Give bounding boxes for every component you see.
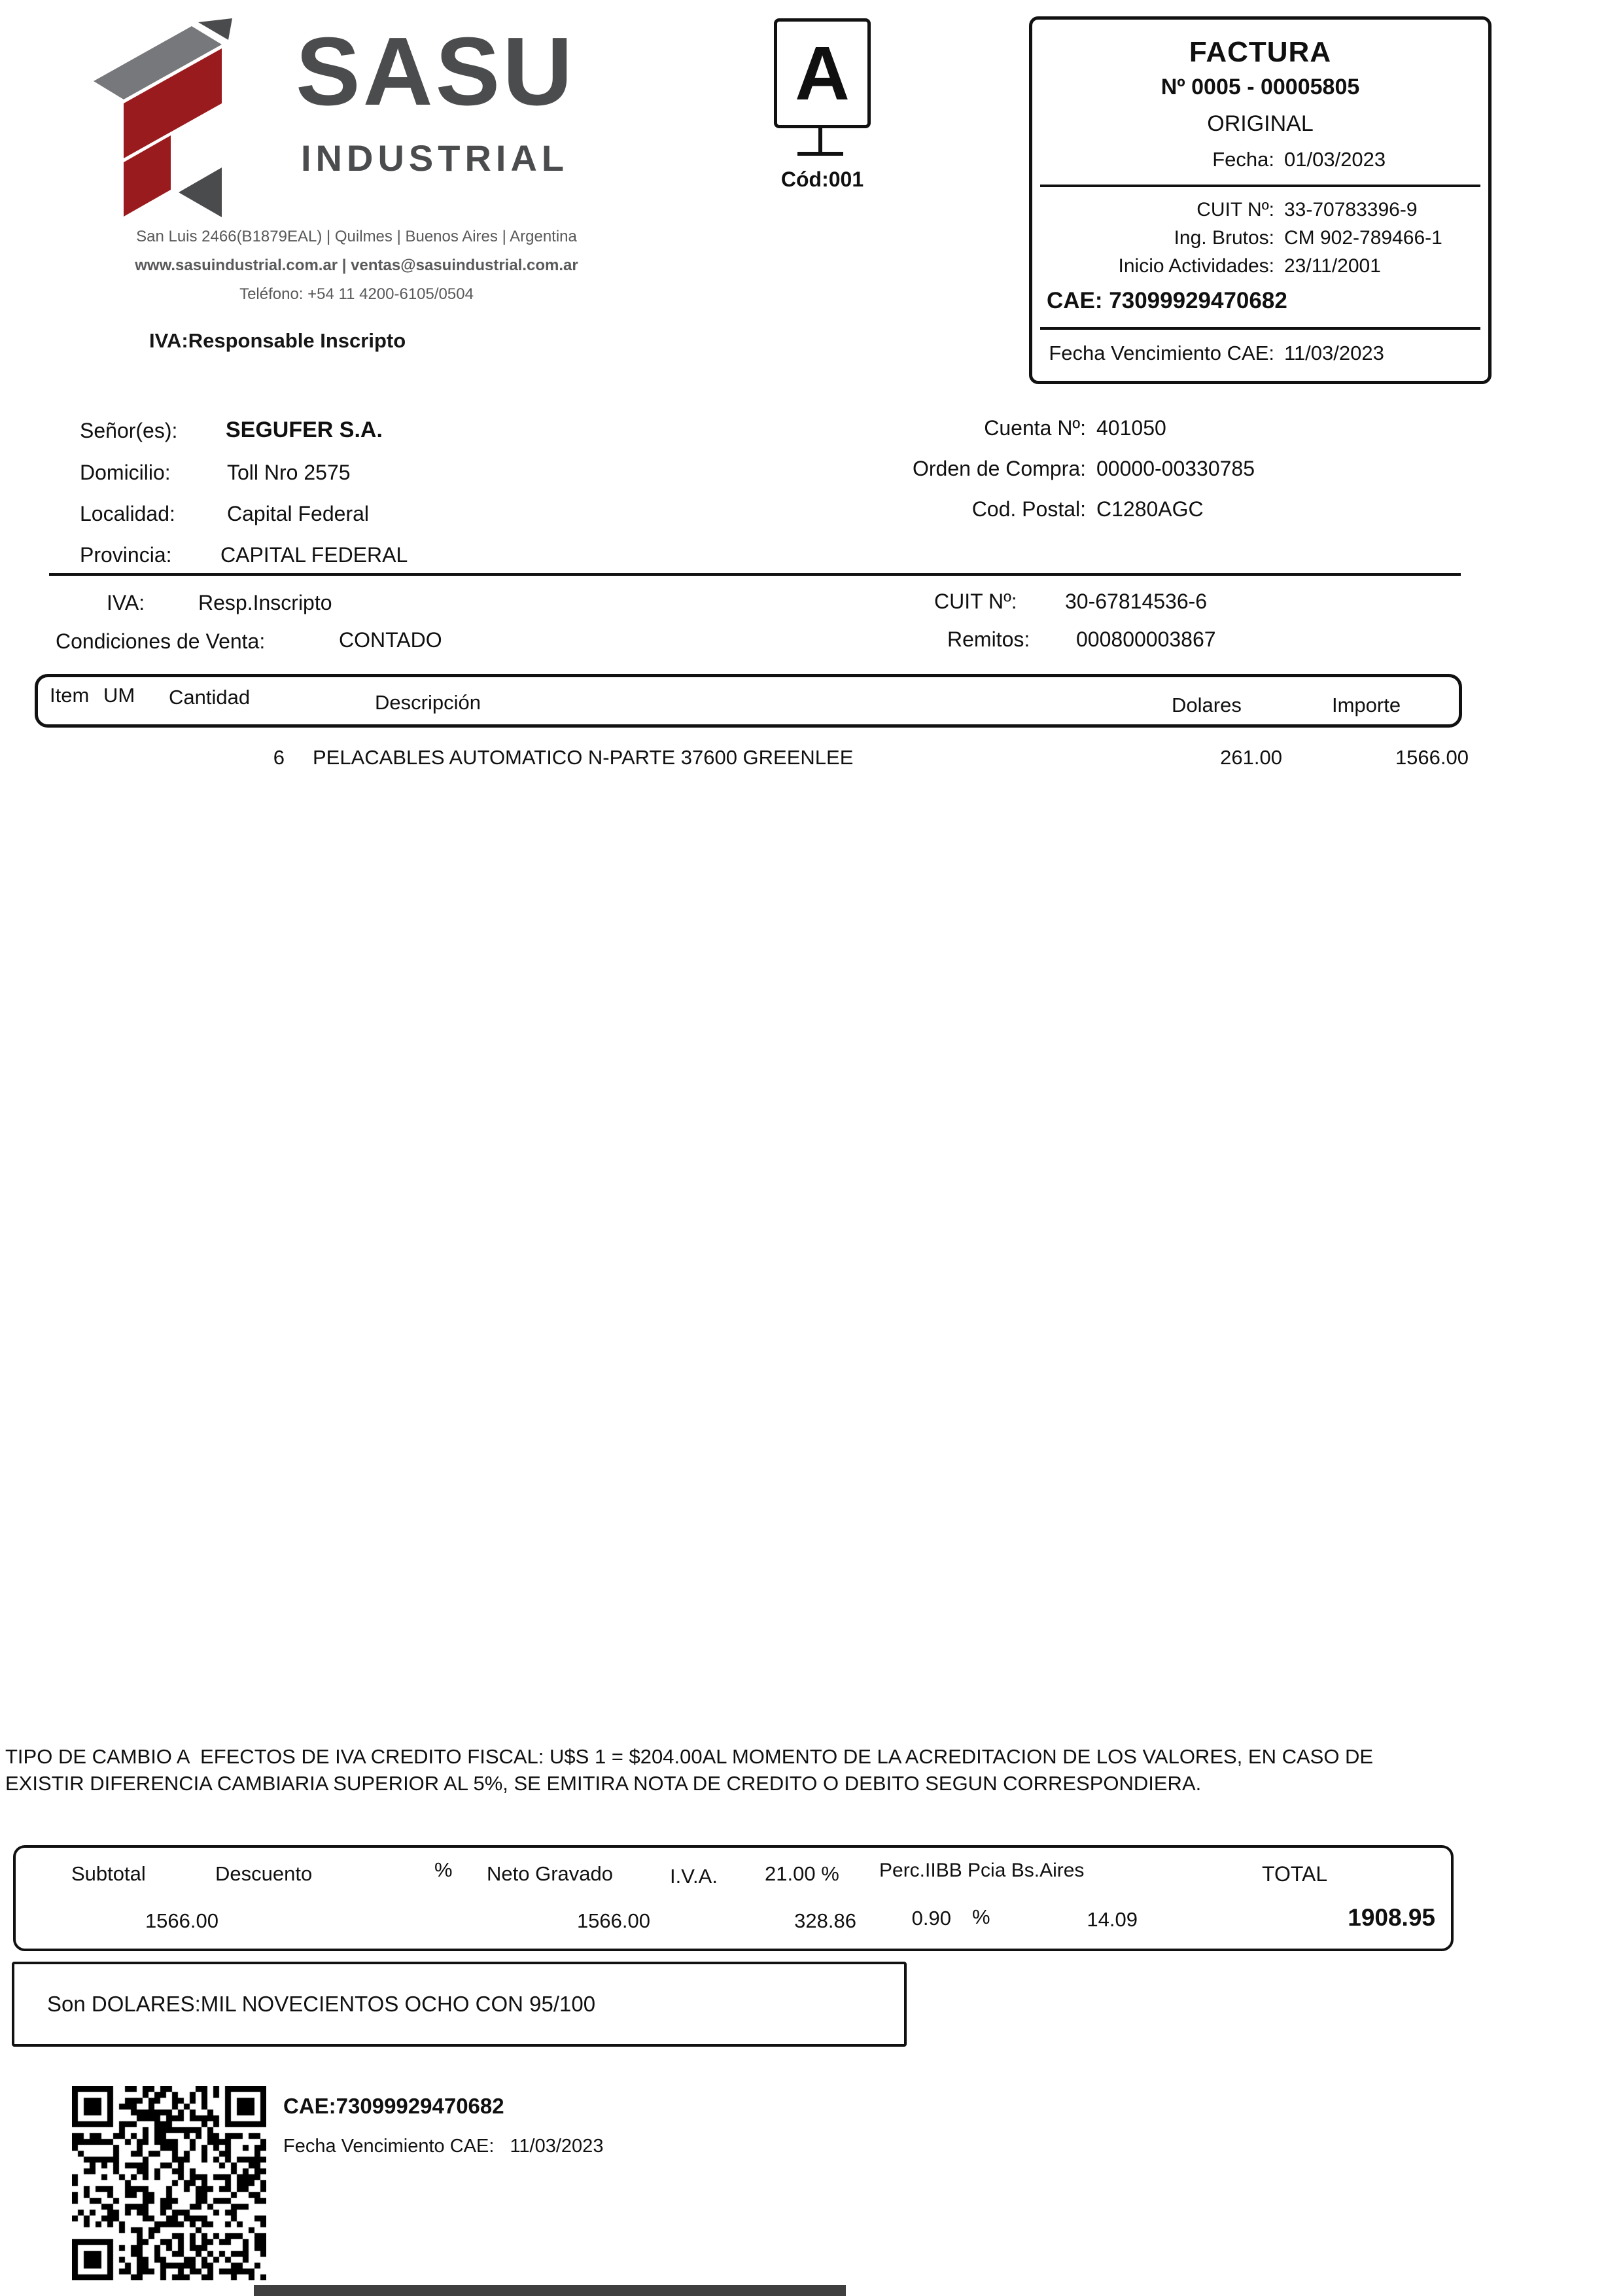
invoice-box-divider-2 bbox=[1040, 327, 1480, 330]
invoice-header-box bbox=[1029, 16, 1492, 384]
localidad-label: Localidad: bbox=[80, 502, 175, 525]
customer-cuit-value: 30-67814536-6 bbox=[1065, 590, 1208, 613]
totals-header-neto: Neto Gravado bbox=[487, 1862, 613, 1885]
totals-header-pct: % bbox=[434, 1858, 453, 1881]
totals-header-subtotal: Subtotal bbox=[71, 1862, 146, 1885]
totals-header-iva-rate: 21.00 % bbox=[765, 1862, 839, 1885]
inicio-actividades-label: Inicio Actividades: bbox=[1118, 255, 1274, 277]
company-phone: Teléfono: +54 11 4200-6105/0504 bbox=[239, 285, 474, 303]
invoice-date-value: 01/03/2023 bbox=[1284, 148, 1386, 171]
invoice-letter-box bbox=[774, 18, 871, 128]
company-cuit-label: CUIT Nº: bbox=[1196, 199, 1274, 221]
customer-cuit-label: CUIT Nº: bbox=[934, 590, 1017, 613]
ing-brutos-value: CM 902-789466-1 bbox=[1284, 227, 1442, 249]
footer-cae-venc-label: Fecha Vencimiento CAE: bbox=[283, 2136, 495, 2157]
totals-header-descuento: Descuento bbox=[215, 1862, 313, 1885]
col-header-item: Item bbox=[50, 684, 90, 707]
col-header-dolares: Dolares bbox=[1172, 694, 1242, 716]
customer-sale-divider bbox=[49, 573, 1461, 576]
company-iva-status: IVA:Responsable Inscripto bbox=[149, 329, 406, 352]
ing-brutos-label: Ing. Brutos: bbox=[1174, 227, 1274, 249]
cae-vencimiento-label: Fecha Vencimiento CAE: bbox=[1049, 342, 1274, 364]
totals-value-iva: 328.86 bbox=[794, 1909, 856, 1932]
cae-number: CAE: 73099929470682 bbox=[1047, 288, 1287, 313]
orden-compra-value: 00000-00330785 bbox=[1096, 457, 1255, 480]
totals-value-perc-rate: 0.90 bbox=[911, 1907, 951, 1930]
page-bottom-artifact bbox=[254, 2285, 846, 2296]
cuenta-value: 401050 bbox=[1096, 416, 1166, 440]
footer-cae-venc-row bbox=[283, 2136, 603, 2157]
footer-cae: CAE:73099929470682 bbox=[283, 2094, 504, 2118]
col-header-um: UM bbox=[103, 684, 135, 707]
localidad-value: Capital Federal bbox=[227, 502, 369, 525]
totals-box bbox=[13, 1845, 1454, 1951]
cod-postal-row bbox=[785, 497, 1204, 521]
provincia-label: Provincia: bbox=[80, 543, 172, 567]
logo-dark-bottom-triangle bbox=[179, 168, 222, 217]
cond-venta-value: CONTADO bbox=[339, 628, 442, 652]
invoice-number: Nº 0005 - 00005805 bbox=[1161, 75, 1360, 99]
letter-box-stem-vertical bbox=[818, 128, 822, 153]
exchange-rate-note: TIPO DE CAMBIO A EFECTOS DE IVA CREDITO FISCAL: U$S 1 = $204.00AL MOMENTO DE LA ACREDITACION DE LOS VALORES, EN CASO DE EXISTIR DIFERENCIA CAMBIARIA SUPERIOR AL 5%, SE EMITIRA NOTA DE CREDITO O DEBITO SEGUN CORRESPONDIERA. bbox=[5, 1745, 1379, 1795]
invoice-copy-type: ORIGINAL bbox=[1207, 111, 1314, 136]
company-address-block bbox=[59, 222, 654, 309]
footer-cae-venc-value: 11/03/2023 bbox=[510, 2136, 604, 2157]
senores-value: SEGUFER S.A. bbox=[226, 417, 383, 442]
invoice-date-label: Fecha: bbox=[1212, 148, 1274, 171]
col-header-cantidad: Cantidad bbox=[169, 686, 251, 709]
item-importe: 1566.00 bbox=[1395, 746, 1469, 769]
amount-in-words-box bbox=[12, 1962, 907, 2047]
ing-brutos-row bbox=[1039, 227, 1442, 249]
totals-header-perc: Perc.IIBB Pcia Bs.Aires bbox=[879, 1860, 1085, 1881]
cod-postal-value: C1280AGC bbox=[1096, 497, 1204, 521]
totals-value-neto: 1566.00 bbox=[576, 1909, 650, 1932]
domicilio-value: Toll Nro 2575 bbox=[227, 461, 351, 484]
cod-postal-label: Cod. Postal: bbox=[971, 497, 1086, 521]
item-descripcion: PELACABLES AUTOMATICO N-PARTE 37600 GREENLEE bbox=[313, 746, 854, 769]
domicilio-label: Domicilio: bbox=[80, 461, 171, 484]
orden-compra-label: Orden de Compra: bbox=[912, 457, 1086, 480]
sasu-logo-icon bbox=[88, 18, 285, 224]
inicio-actividades-row bbox=[1039, 255, 1381, 277]
inicio-actividades-value: 23/11/2001 bbox=[1284, 255, 1381, 277]
cond-venta-label: Condiciones de Venta: bbox=[56, 629, 266, 653]
senores-label: Señor(es): bbox=[80, 419, 178, 442]
item-cantidad: 6 bbox=[273, 746, 285, 769]
iva-label: IVA: bbox=[107, 591, 145, 614]
company-name: SASU bbox=[296, 18, 576, 126]
cae-vencimiento-row bbox=[1039, 342, 1384, 365]
totals-value-perc-sign: % bbox=[972, 1905, 990, 1928]
letter-box-stem-horizontal bbox=[797, 152, 843, 156]
item-dolares: 261.00 bbox=[1220, 746, 1282, 769]
totals-value-total: 1908.95 bbox=[1348, 1904, 1435, 1931]
provincia-value: CAPITAL FEDERAL bbox=[220, 543, 408, 567]
totals-header-iva: I.V.A. bbox=[670, 1865, 718, 1888]
company-subname: INDUSTRIAL bbox=[301, 137, 569, 179]
totals-value-subtotal: 1566.00 bbox=[145, 1909, 218, 1932]
col-header-importe: Importe bbox=[1332, 694, 1401, 716]
remitos-label: Remitos: bbox=[947, 627, 1030, 651]
orden-compra-row bbox=[785, 457, 1255, 481]
qr-code bbox=[72, 2086, 266, 2280]
company-address: San Luis 2466(B1879EAL) | Quilmes | Buenos Aires | Argentina bbox=[136, 228, 577, 245]
company-web-email: www.sasuindustrial.com.ar | ventas@sasuindustrial.com.ar bbox=[135, 256, 578, 274]
amount-in-words: Son DOLARES:MIL NOVECIENTOS OCHO CON 95/100 bbox=[47, 1992, 596, 2016]
remitos-value: 000800003867 bbox=[1076, 627, 1216, 651]
totals-value-perc: 14.09 bbox=[1087, 1908, 1138, 1931]
invoice-letter: A bbox=[795, 31, 850, 116]
company-cuit-value: 33-70783396-9 bbox=[1284, 199, 1418, 221]
invoice-date-row bbox=[1039, 148, 1386, 171]
col-header-descripcion: Descripción bbox=[375, 691, 481, 714]
cae-vencimiento-value: 11/03/2023 bbox=[1284, 342, 1384, 364]
company-cuit-row bbox=[1039, 199, 1418, 221]
totals-header-total: TOTAL bbox=[1262, 1862, 1328, 1886]
cuenta-row bbox=[785, 416, 1166, 440]
invoice-title: FACTURA bbox=[1189, 36, 1332, 68]
invoice-box-divider-1 bbox=[1040, 185, 1480, 187]
iva-value: Resp.Inscripto bbox=[198, 591, 332, 614]
cuenta-label: Cuenta Nº: bbox=[984, 416, 1086, 440]
items-header-box bbox=[35, 674, 1462, 728]
invoice-letter-code: Cód:001 bbox=[780, 168, 864, 191]
